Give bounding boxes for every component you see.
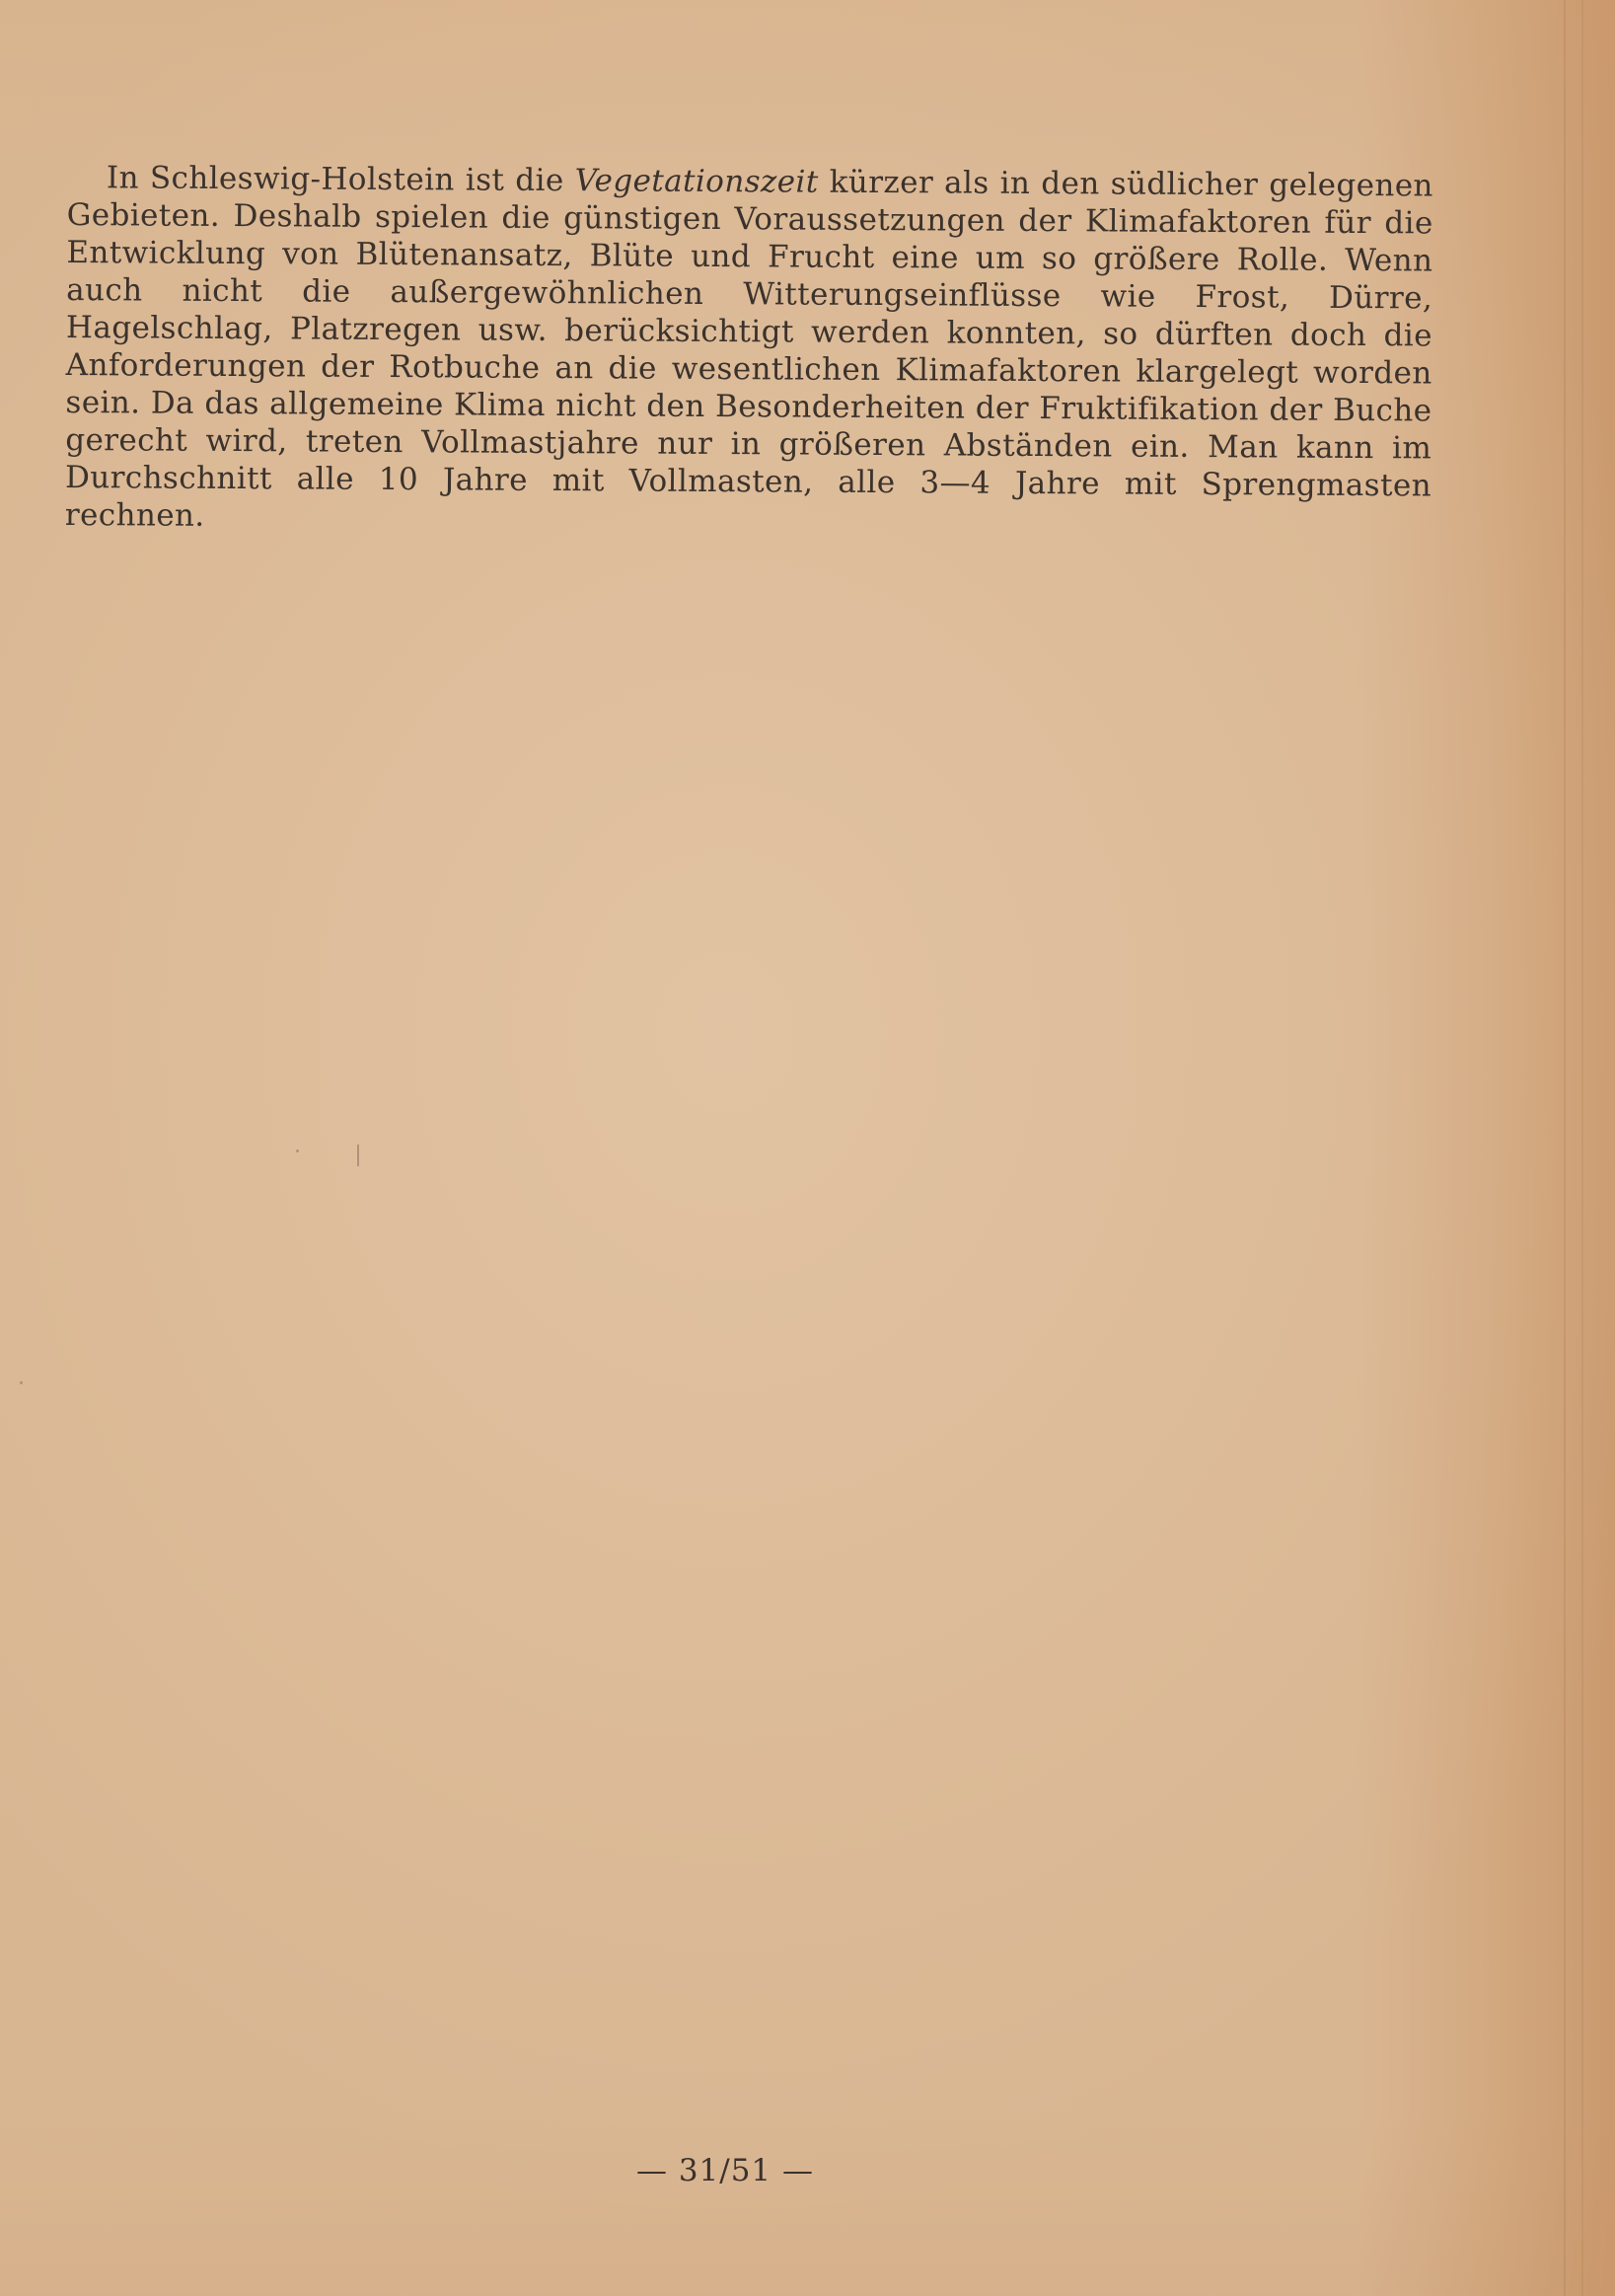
paper-speck	[20, 1381, 23, 1384]
emphasized-term: Vegetationszeit	[574, 163, 819, 200]
page-edge-line	[1581, 0, 1583, 2296]
page-number: — 31/51 —	[635, 2153, 815, 2188]
paper-speck	[296, 1149, 299, 1152]
page-edge-line	[1564, 0, 1566, 2296]
body-paragraph	[65, 159, 1433, 542]
paper-speck	[357, 1145, 359, 1166]
paragraph-text-start: In Schleswig-Holstein ist die	[106, 160, 575, 199]
paragraph-text-rest: kürzer als in den südlicher gelegenen Gebieten. Deshalb spielen die günstigen Voraussetzungen der Klimafaktoren für die Entwicklung von Blütenansatz, Blüte und Frucht eine um so größere Rolle. Wenn auch nicht die außergewöhnlichen Witterungseinflüsse wie Frost, Dürre, Hagelschlag, Platzregen usw. berücksichtigt werden konnten, so dürften doch die Anforderungen der Rotbuche an die wesentlichen Klimafaktoren klargelegt worden sein. Da das allgemeine Klima nicht den Besonderheiten der Fruktifikation der Buche gerecht wird, treten Vollmastjahre nur in größeren Abständen ein. Man kann im Durchschnitt alle 10 Jahre mit Vollmasten, alle 3—4 Jahre mit Sprengmasten rechnen.	[64, 164, 1433, 534]
